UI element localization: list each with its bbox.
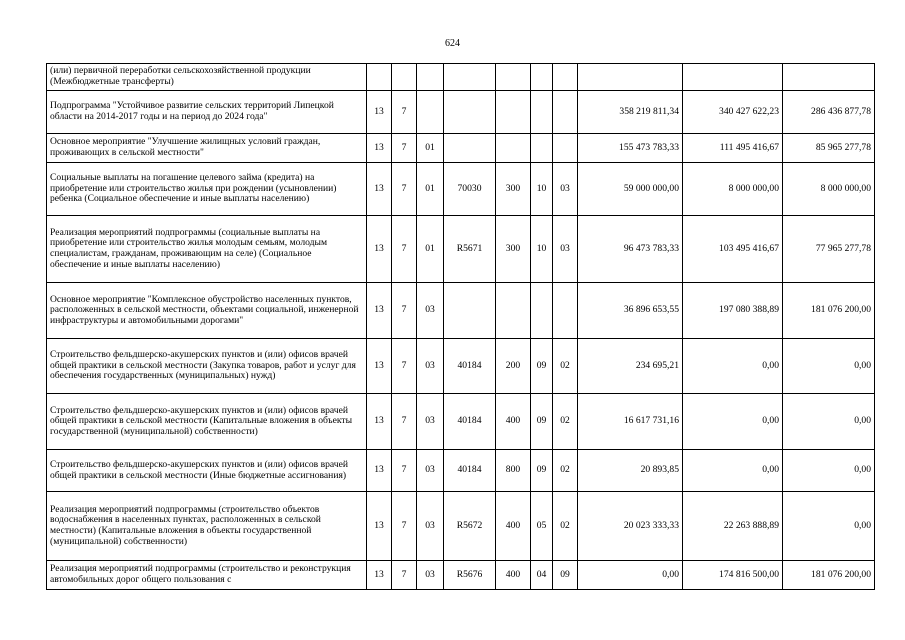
row-name: Реализация мероприятий подпрограммы (строительство и реконструкция автомобильных дорог общего пользования с [47, 561, 367, 590]
row-code-4: 40184 [444, 339, 496, 394]
row-code-5: 400 [496, 561, 531, 590]
table-row [47, 163, 875, 216]
row-code-4 [444, 64, 496, 91]
row-code-2: 7 [392, 339, 417, 394]
row-code-1: 13 [367, 492, 392, 561]
row-value-3 [783, 64, 875, 91]
row-value-1: 20 893,85 [578, 450, 683, 492]
row-code-7 [553, 134, 578, 163]
row-code-2: 7 [392, 394, 417, 450]
row-code-3: 03 [417, 283, 444, 339]
row-code-3: 03 [417, 450, 444, 492]
row-code-3: 03 [417, 492, 444, 561]
row-code-2: 7 [392, 561, 417, 590]
row-code-7 [553, 64, 578, 91]
row-name: Основное мероприятие "Комплексное обустройство населенных пунктов, расположенных в сельской местности, объектами социальной, инженерной инфраструктуры и автомобильными дорогами" [47, 283, 367, 339]
row-code-6: 05 [531, 492, 553, 561]
row-name: Реализация мероприятий подпрограммы (социальные выплаты на приобретение или строительство жилья молодым семьям, молодым специалистам, гражданам, проживающим на селе) (Социальное обеспечение и иные выплаты населению) [47, 216, 367, 283]
row-code-1: 13 [367, 394, 392, 450]
row-code-1: 13 [367, 561, 392, 590]
row-code-6 [531, 134, 553, 163]
row-code-1: 13 [367, 163, 392, 216]
table-row [47, 561, 875, 590]
row-code-2: 7 [392, 216, 417, 283]
row-code-5: 200 [496, 339, 531, 394]
row-code-2: 7 [392, 163, 417, 216]
row-value-2: 111 495 416,67 [683, 134, 783, 163]
table-row [47, 339, 875, 394]
row-value-1: 20 023 333,33 [578, 492, 683, 561]
row-code-5 [496, 134, 531, 163]
row-code-3 [417, 64, 444, 91]
row-code-3: 03 [417, 561, 444, 590]
row-code-7: 03 [553, 216, 578, 283]
row-name: Строительство фельдшерско-акушерских пунктов и (или) офисов врачей общей практики в сельской местности (Капитальные вложения в объекты государственной (муниципальной) собственности) [47, 394, 367, 450]
row-code-7 [553, 91, 578, 134]
row-code-7: 09 [553, 561, 578, 590]
row-name: Реализация мероприятий подпрограммы (строительство объектов водоснабжения в населенных пунктах, расположенных в сельской местности) (Капитальные вложения в объекты государственной (муниципальной) собственности) [47, 492, 367, 561]
row-code-1: 13 [367, 91, 392, 134]
row-code-4 [444, 134, 496, 163]
row-value-1: 96 473 783,33 [578, 216, 683, 283]
table-row [47, 64, 875, 91]
row-code-6: 10 [531, 163, 553, 216]
table-row [47, 394, 875, 450]
row-name: Строительство фельдшерско-акушерских пунктов и (или) офисов врачей общей практики в сельской местности (Закупка товаров, работ и услуг для обеспечения государственных (муниципальных) нужд) [47, 339, 367, 394]
row-code-6: 09 [531, 394, 553, 450]
row-name: Строительство фельдшерско-акушерских пунктов и (или) офисов врачей общей практики в сельской местности (Иные бюджетные ассигнования) [47, 450, 367, 492]
row-code-3 [417, 91, 444, 134]
row-code-5: 400 [496, 492, 531, 561]
row-value-2 [683, 64, 783, 91]
row-value-2: 197 080 388,89 [683, 283, 783, 339]
row-value-3: 0,00 [783, 339, 875, 394]
row-code-6: 04 [531, 561, 553, 590]
row-code-4 [444, 283, 496, 339]
row-code-5 [496, 91, 531, 134]
row-value-2: 0,00 [683, 450, 783, 492]
row-value-2: 0,00 [683, 339, 783, 394]
row-code-6: 10 [531, 216, 553, 283]
row-code-3: 01 [417, 216, 444, 283]
row-code-2 [392, 64, 417, 91]
row-code-4 [444, 91, 496, 134]
row-code-4: 40184 [444, 450, 496, 492]
row-value-1: 16 617 731,16 [578, 394, 683, 450]
row-value-2: 340 427 622,23 [683, 91, 783, 134]
row-code-2: 7 [392, 492, 417, 561]
row-name: Основное мероприятие "Улучшение жилищных условий граждан, проживающих в сельской местности" [47, 134, 367, 163]
budget-table [46, 63, 875, 590]
row-code-6: 09 [531, 339, 553, 394]
table-row [47, 91, 875, 134]
row-code-2: 7 [392, 283, 417, 339]
row-code-5: 800 [496, 450, 531, 492]
row-value-3: 0,00 [783, 394, 875, 450]
row-code-7: 02 [553, 339, 578, 394]
table-row [47, 283, 875, 339]
row-value-2: 0,00 [683, 394, 783, 450]
row-code-3: 01 [417, 163, 444, 216]
row-value-3: 286 436 877,78 [783, 91, 875, 134]
row-code-7 [553, 283, 578, 339]
row-code-7: 02 [553, 450, 578, 492]
row-value-1: 0,00 [578, 561, 683, 590]
row-code-7: 03 [553, 163, 578, 216]
row-value-2: 8 000 000,00 [683, 163, 783, 216]
row-value-3: 8 000 000,00 [783, 163, 875, 216]
table-row [47, 216, 875, 283]
row-value-2: 103 495 416,67 [683, 216, 783, 283]
page-number: 624 [445, 38, 460, 49]
row-code-1: 13 [367, 134, 392, 163]
row-value-2: 174 816 500,00 [683, 561, 783, 590]
row-code-4: 70030 [444, 163, 496, 216]
row-name: (или) первичной переработки сельскохозяйственной продукции (Межбюджетные трансферты) [47, 64, 367, 91]
row-name: Социальные выплаты на погашение целевого займа (кредита) на приобретение или строительство жилья при рождении (усыновлении) ребенка (Социальное обеспечение и иные выплаты населению) [47, 163, 367, 216]
row-value-1: 36 896 653,55 [578, 283, 683, 339]
row-code-3: 03 [417, 394, 444, 450]
row-value-1: 234 695,21 [578, 339, 683, 394]
row-code-5: 300 [496, 216, 531, 283]
row-code-4: 40184 [444, 394, 496, 450]
row-name: Подпрограмма "Устойчивое развитие сельских территорий Липецкой области на 2014-2017 годы и на период до 2024 года" [47, 91, 367, 134]
row-code-5 [496, 64, 531, 91]
table-row [47, 492, 875, 561]
row-code-7: 02 [553, 492, 578, 561]
row-code-2: 7 [392, 450, 417, 492]
row-code-3: 03 [417, 339, 444, 394]
row-code-1: 13 [367, 450, 392, 492]
row-code-6 [531, 64, 553, 91]
row-value-2: 22 263 888,89 [683, 492, 783, 561]
row-code-5 [496, 283, 531, 339]
row-value-1 [578, 64, 683, 91]
row-value-3: 181 076 200,00 [783, 283, 875, 339]
row-code-5: 400 [496, 394, 531, 450]
row-code-1: 13 [367, 339, 392, 394]
row-code-1 [367, 64, 392, 91]
row-code-4: R5671 [444, 216, 496, 283]
row-code-6 [531, 91, 553, 134]
row-code-4: R5676 [444, 561, 496, 590]
row-code-3: 01 [417, 134, 444, 163]
row-code-2: 7 [392, 134, 417, 163]
row-code-1: 13 [367, 283, 392, 339]
row-code-5: 300 [496, 163, 531, 216]
row-code-7: 02 [553, 394, 578, 450]
row-code-1: 13 [367, 216, 392, 283]
row-value-3: 77 965 277,78 [783, 216, 875, 283]
row-code-6 [531, 283, 553, 339]
row-code-4: R5672 [444, 492, 496, 561]
row-value-3: 85 965 277,78 [783, 134, 875, 163]
table-row [47, 450, 875, 492]
row-value-3: 0,00 [783, 450, 875, 492]
row-value-1: 155 473 783,33 [578, 134, 683, 163]
table-row [47, 134, 875, 163]
row-value-3: 181 076 200,00 [783, 561, 875, 590]
row-code-6: 09 [531, 450, 553, 492]
row-value-3: 0,00 [783, 492, 875, 561]
table-body [47, 64, 875, 590]
row-value-1: 59 000 000,00 [578, 163, 683, 216]
row-code-2: 7 [392, 91, 417, 134]
row-value-1: 358 219 811,34 [578, 91, 683, 134]
